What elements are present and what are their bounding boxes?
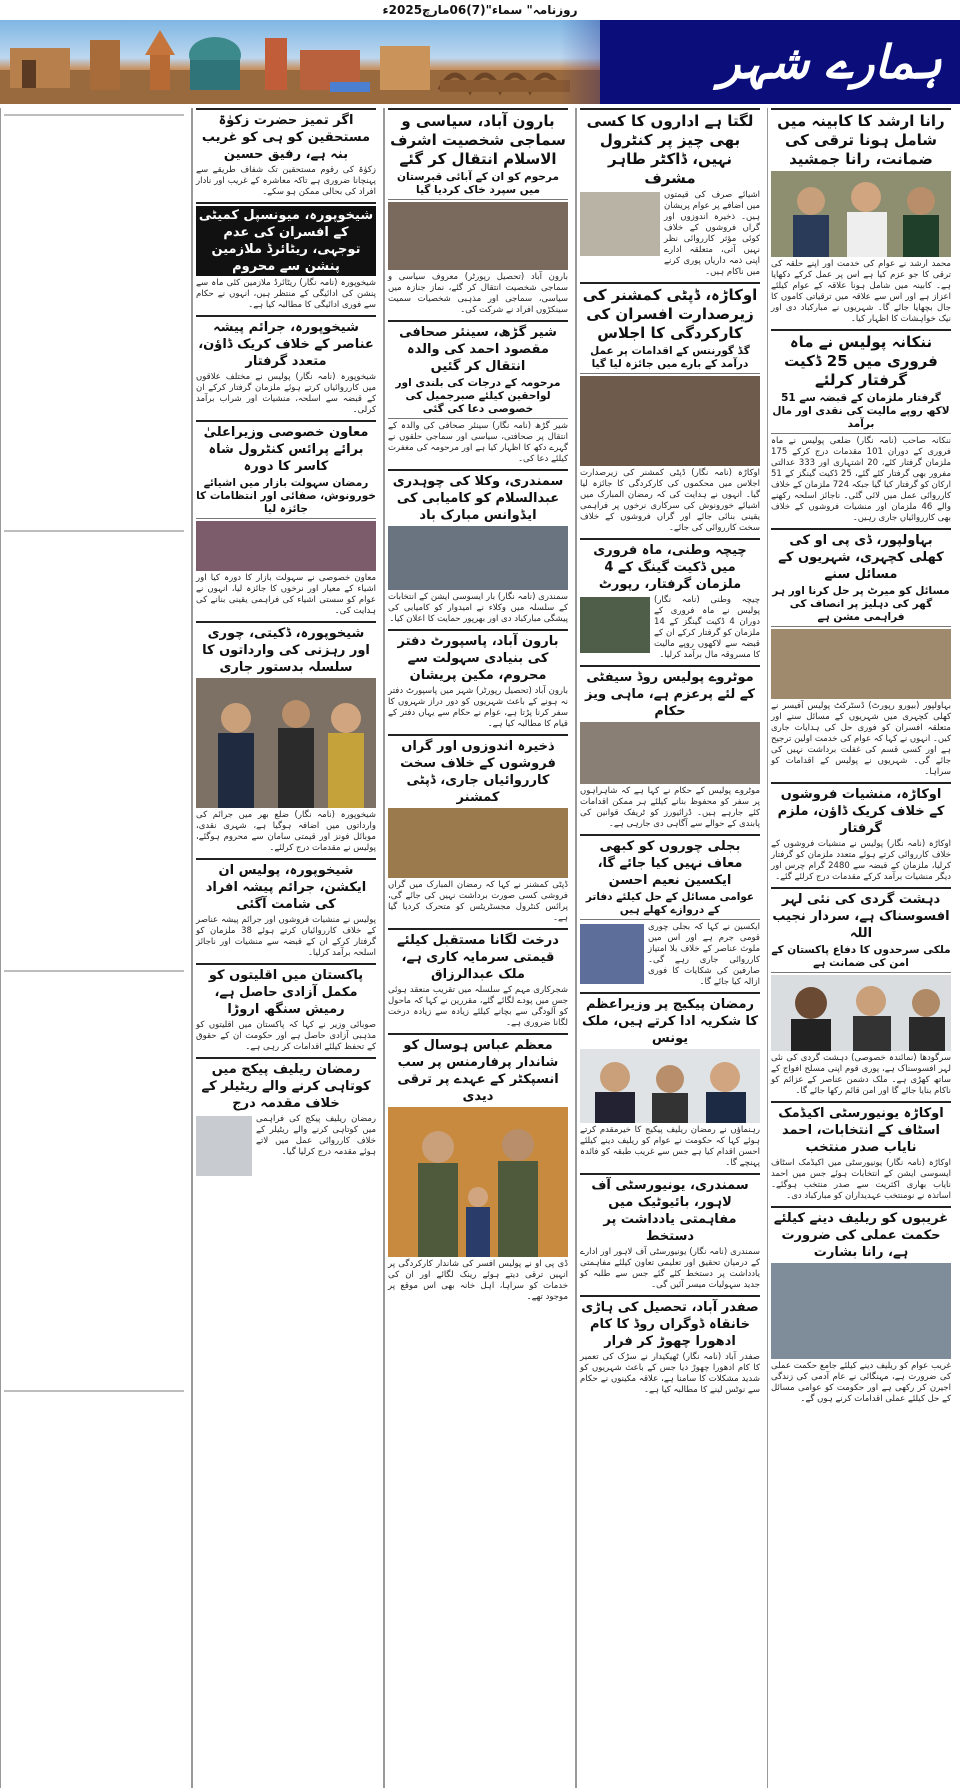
story-body: رمضان ریلیف پیکج کی فراہمی میں کوتاہی کرنے والے ریٹیلر کے خلاف کارروائی عمل میں لاتے ہوئے مقدمہ درج کرلیا گیا۔	[256, 1114, 376, 1157]
story-headline: بارون آباد، پاسپورٹ دفتر کی بنیادی سہولت سے محروم، مکین پریشان	[397, 634, 559, 683]
story-body: سرگودھا (نمائندہ خصوصی) دہشت گردی کی نئی لہر افسوسناک ہے، پوری قوم اپنی مسلح افواج کے ساتھ کھڑی ہے۔ ملک دشمن عناصر کے عزائم کو ناکام بنایا جائے گا اور امن قائم رکھا جائے گا۔	[771, 1053, 951, 1096]
story	[196, 420, 376, 617]
story-headline: شیخوپورہ، پولیس ان ایکشن، جرائم پیشہ افراد کی شامت آگئی	[205, 863, 367, 912]
story	[196, 858, 376, 959]
dateline: روزنامہ" سماء"(7)06مارچ2025ء	[382, 3, 578, 17]
story	[771, 528, 951, 778]
story-body: بہاولپور (بیورو رپورٹ) ڈسٹرکٹ پولیس آفیسر نے کھلی کچہری میں شہریوں کے مسائل سنے اور متعلقہ افسران کو فوری حل کی ہدایات جاری کیں۔ انہوں نے کہا کہ عوام کی خدمت اولین ترجیح ہے اور کسی قسم کی غفلت برداشت نہیں کی جائے گی۔ شہریوں نے پولیس کے اقدامات کو سراہا۔	[771, 701, 951, 777]
column-rule	[191, 108, 192, 1788]
story-body: ایکسین نے کہا کہ بجلی چوری قومی جرم ہے اور اس میں ملوث عناصر کے خلاف بلا امتیاز کارروائی جاری رہے گی۔ صارفین کی شکایات کا فوری ازالہ کیا جائے گا۔	[648, 922, 760, 987]
story-body: شیخوپورہ (نامہ نگار) ریٹائرڈ ملازمین کئی ماہ سے پنشن کی ادائیگی کے منتظر ہیں، انہوں نے حکام سے فوری ادائیگی کا مطالبہ کیا ہے۔	[196, 278, 376, 310]
story-headline: معظم عباس ہوسال کو شاندار پرفارمنس پر سب انسپکٹر کے عہدے پر ترقی دیدی	[397, 1038, 559, 1104]
story-headline: ذخیرہ اندوزوں اور گراں فروشوں کے خلاف سخت کارروائیاں جاری، ڈپٹی کمشنر	[400, 739, 556, 805]
story-subhead: ملکی سرحدوں کا دفاع پاکستان کے امن کی ضمانت ہے	[771, 944, 951, 973]
story-body: پولیس نے منشیات فروشوں اور جرائم پیشہ عناصر کے خلاف کارروائیاں کرتے ہوئے 38 ملزمان کو گرفتار کرکے ان کے قبضہ سے منشیات اور ناجائز اسلحہ برآمد کرلیا۔	[196, 915, 376, 958]
story-headline: درخت لگانا مستقبل کیلئے قیمتی سرمایہ کاری ہے، ملک عبدالرزاق	[397, 933, 559, 982]
story	[771, 329, 951, 524]
story	[580, 108, 760, 278]
story	[388, 629, 568, 730]
column-1	[768, 108, 954, 1788]
story-subhead: عوامی مسائل کے حل کیلئے دفاتر کے دروازے کھلے ہیں	[580, 891, 760, 920]
story	[196, 202, 376, 311]
story-headline: اوکاڑہ، ڈپٹی کمشنر کی زیرصدارت افسران کی کارکردگی کا اجلاس	[582, 286, 758, 342]
column-rule	[575, 108, 576, 1788]
story-body: زکوٰۃ کی رقوم مستحقین تک شفاف طریقے سے پہنچانا ضروری ہے تاکہ معاشرہ کے غریب اور نادار افراد کی بحالی ممکن ہو سکے۔	[196, 165, 376, 197]
story-body: شیخوپورہ (نامہ نگار) ضلع بھر میں جرائم کی وارداتوں میں اضافہ ہوگیا ہے، شہری نقدی، موبائل فونز اور قیمتی سامان سے محروم ہوگئے، پولیس نے مقدمات درج کرلئے۔	[196, 810, 376, 853]
story-headline: صفدر آباد، تحصیل کی ہاڑی خانقاہ ڈوگراں روڈ کا کام ادھورا چھوڑ کر فرار	[581, 1300, 759, 1349]
story-body: ڈپٹی کمشنر نے کہا کہ رمضان المبارک میں گراں فروشی کسی صورت برداشت نہیں کی جائے گی، پرائس کنٹرول مجسٹریٹس کو متحرک کردیا گیا ہے۔	[388, 880, 568, 923]
column-rule	[383, 108, 384, 1788]
story-body: محمد ارشد نے عوام کی خدمت اور اپنے حلقہ کی ترقی کا جو عزم کیا ہے اس پر عمل کرکے دکھایا ہے۔ کابینہ میں شامل ہونا علاقہ کے عوام کیلئے اعزاز ہے اور اس سے علاقہ میں ترقیاتی کاموں کا جال بچھایا جائے گا۔ شہریوں نے مبارکباد دی اور نیک خواہشات کا اظہار کیا۔	[771, 259, 951, 324]
story-photo	[771, 171, 951, 257]
story-body: اشیائے صرف کی قیمتوں میں اضافے پر عوام پریشان ہیں۔ ذخیرہ اندوزوں اور گراں فروشوں کے خلاف کوئی مؤثر کارروائی نظر نہیں آتی، متعلقہ ادارے اپنی ذمہ داریاں پوری کرنے میں ناکام ہیں۔	[664, 190, 760, 277]
story-body: ننکانہ صاحب (نامہ نگار) ضلعی پولیس نے ماہ فروری کے دوران 101 مقدمات درج کرکے 175 ملزمان گرفتار کئے، 20 اشتہاری اور 333 عدالتی مفرور بھی گرفتار کئے گئے، 25 ڈکیت گینگز کے 51 ارکان کو گرفتار کیا گیا جبکہ 724 ملزمان کے خلاف کارروائی عمل میں لائی گئی۔ ناجائز اسلحہ رکھنے والے 46 ملزمان اور منشیات فروشوں کے خلاف بھی کارروائیاں جاری رہیں۔	[771, 436, 952, 523]
story	[580, 992, 760, 1169]
story	[196, 108, 376, 198]
story-headline: پاکستان میں اقلیتوں کو مکمل آزادی حاصل ہے، رمیش سنگھ اروڑا	[208, 968, 364, 1017]
column-rule	[767, 108, 768, 1788]
story	[771, 108, 951, 325]
story-body: اوکاڑہ (نامہ نگار) پولیس نے منشیات فروشوں کے خلاف کارروائی کرتے ہوئے متعدد ملزمان کو گرفتار کرلیا، ملزمان کے قبضہ سے 2480 گرام چرس اور دیگر منشیات برآمد کرکے مقدمات درج کرلئے گئے۔	[771, 839, 951, 882]
story-subhead: گڈ گورننس کے اقدامات پر عمل درآمد کے بارے میں جائزہ لیا گیا	[580, 345, 760, 374]
story	[388, 108, 568, 316]
story-headline: بہاولپور، ڈی پی او کی کھلی کچہری، شہریوں کے مسائل سنے	[778, 533, 944, 582]
story-body: معاون خصوصی نے سہولت بازار کا دورہ کیا اور اشیاء کے معیار اور نرخوں کا جائزہ لیا، انہوں نے عوام کو سستی اشیاء کی فراہمی یقینی بنانے کی ہدایت کی۔	[196, 573, 376, 616]
story-headline: رمضان ریلیف پیکج میں کوتاہی کرنے والے ریٹیلر کے خلاف مقدمہ درج	[201, 1062, 371, 1111]
story-subhead: رمضان سہولت بازار میں اشیائے خورونوش، صفائی اور انتظامات کا جائزہ لیا	[196, 477, 376, 519]
story-headline: غریبوں کو ریلیف دینے کیلئے حکمت عملی کی ضرورت ہے، رانا بشارت	[773, 1211, 949, 1260]
story-photo	[388, 526, 568, 590]
story-body: غریب عوام کو ریلیف دینے کیلئے جامع حکمت عملی کی ضرورت ہے، مہنگائی نے عام آدمی کی زندگی اجیرن کر رکھی ہے اور حکومت کو عوامی مسائل کے حل کیلئے عملی اقدامات کرنے ہوں گے۔	[771, 1361, 951, 1404]
story	[388, 320, 568, 465]
story	[580, 834, 760, 988]
story-headline: رمضان پیکیج پر وزیراعظم کا شکریہ ادا کرتے ہیں، ملک یونس	[582, 997, 758, 1046]
story-photo	[388, 202, 568, 270]
story	[388, 469, 568, 625]
story-subhead: مرحومہ کے درجات کی بلندی اور لواحقین کیلئے صبرجمیل کی خصوصی دعا کی گئی	[388, 377, 568, 419]
story-body: اوکاڑہ (نامہ نگار) یونیورسٹی میں اکیڈمک اسٹاف ایسوسی ایشن کے انتخابات ہوئے جس میں احمد نایاب بھاری اکثریت سے صدر منتخب ہوگئے۔ اساتذہ نے نومنتخب عہدیداران کو مبارکباد دی۔	[771, 1158, 951, 1201]
story-headline: ننکانہ پولیس نے ماہ فروری میں 25 ڈکیت گرفتار کرلئے	[784, 333, 938, 389]
story-body: ڈی پی او نے پولیس افسر کی شاندار کارکردگی پر انہیں ترقی دیتے ہوئے رینک لگائے اور ان کی خدمات کو سراہا، اہل خانہ بھی اس موقع پر موجود تھے۔	[388, 1259, 568, 1302]
section-title: ہمارے شہر	[718, 35, 942, 89]
story-photo	[580, 376, 760, 466]
story	[771, 887, 951, 1097]
story-subhead: گرفتار ملزمان کے قبضہ سے 51 لاکھ روپے مالیت کی نقدی اور مال برآمد	[771, 392, 951, 434]
story-subhead: مرحوم کو ان کے آبائی قبرستان میں سپرد خاک کردیا گیا	[388, 171, 568, 200]
story-headline: شیخوپورہ، ڈکیتی، چوری اور رہزنی کی وارداتوں کا سلسلہ بدستور جاری	[202, 626, 370, 675]
story-headline: رانا ارشد کا کابینہ میں شامل ہونا ترقی کی ضمانت، رانا جمشید	[777, 112, 945, 168]
story-photo	[580, 192, 660, 256]
banner-gradient	[560, 20, 700, 104]
story	[196, 1057, 376, 1158]
story-headline: شیخوپورہ، جرائم پیشہ عناصر کے خلاف کریک ڈاؤن، متعدد گرفتار	[198, 320, 374, 369]
story	[771, 1101, 951, 1202]
story-body: شیر گڑھ (نامہ نگار) سینئر صحافی کی والدہ کے انتقال پر صحافتی، سیاسی اور سماجی حلقوں نے گہرے دکھ کا اظہار کیا ہے اور مرحومہ کی مغفرت کیلئے دعا کی۔	[388, 421, 568, 464]
story	[771, 782, 951, 883]
story-body: چیچہ وطنی (نامہ نگار) پولیس نے ماہ فروری کے دوران 4 ڈکیت گینگز کے 14 ملزمان کو گرفتار کرکے ان کے قبضہ سے لاکھوں روپے مالیت کا مسروقہ مال برآمد کرلیا۔	[654, 595, 760, 660]
story-photo	[771, 1263, 951, 1359]
masthead-banner	[0, 20, 960, 104]
story-headline: اگر تمیز حضرت زکوٰۃ مستحقین کو ہی کو غریب بنہ ہے، رفیق حسین	[201, 113, 371, 162]
story-body: بارون آباد (تحصیل رپورٹر) معروف سیاسی و سماجی شخصیت انتقال کر گئے، نماز جنازہ میں سیاسی، سماجی اور مذہبی شخصیات سمیت سینکڑوں افراد نے شرکت کی۔	[388, 272, 568, 315]
story-photo	[771, 975, 951, 1051]
story-body: سمندری (نامہ نگار) بار ایسوسی ایشن کے انتخابات کے سلسلہ میں وکلاء نے امیدوار کو کامیابی کی پیشگی مبارکباد دی اور بھرپور حمایت کا اعلان کیا۔	[388, 592, 568, 624]
column-4	[192, 108, 379, 1788]
story-photo	[196, 1116, 252, 1176]
story-photo	[388, 808, 568, 878]
story-body: شیخوپورہ (نامہ نگار) پولیس نے مختلف علاقوں میں کارروائیاں کرتے ہوئے ملزمان گرفتار کرکے ان کے قبضہ سے اسلحہ، منشیات اور شراب برآمد کرلی۔	[196, 372, 376, 415]
story-body: سمندری (نامہ نگار) یونیورسٹی آف لاہور اور ادارے کے درمیان تحقیق اور تعلیمی تعاون کیلئے مفاہمتی یادداشت پر دستخط کئے گئے جس سے طلبہ کو جدید سہولیات میسر آئیں گی۔	[580, 1247, 760, 1290]
story-photo	[388, 1107, 568, 1257]
story	[196, 963, 376, 1053]
story	[196, 315, 376, 416]
story-headline: موٹروے پولیس روڈ سیفٹی کے لئے پرعزم ہے، ماہی ویز حکام	[585, 670, 755, 719]
story-headline: شیخوپورہ، میونسپل کمیٹی کے افسران کی عدم توجہی، ریٹائرڈ ملازمین پنشن سے محروم	[196, 206, 376, 276]
story-headline: سمندری، یونیورسٹی آف لاہور، بائیوٹیک میں مفاہمتی یادداشت پر دستخط	[591, 1178, 749, 1244]
story-photo	[580, 597, 650, 653]
story-photo	[580, 722, 760, 784]
story	[580, 665, 760, 830]
story-photo	[196, 521, 376, 571]
story-body: شجرکاری مہم کے سلسلہ میں تقریب منعقد ہوئی جس میں پودے لگائے گئے، مقررین نے کہا کہ ماحول کو آلودگی سے بچانے کیلئے زیادہ سے زیادہ درخت لگانا ضروری ہے۔	[388, 985, 568, 1028]
column-2	[576, 108, 763, 1788]
story-headline: بجلی چوروں کو کبھی معاف نہیں کیا جائے گا، ایکسین نعیم احسن	[597, 839, 743, 888]
story-body: موٹروے پولیس کے حکام نے کہا ہے کہ شاہراہوں پر سفر کو محفوظ بنانے کیلئے ہر ممکن اقدامات کئے جارہے ہیں۔ ڈرائیورز کو ٹریفک قوانین کی پابندی کے حوالے سے آگاہی دی جارہی ہے۔	[580, 786, 760, 829]
story-headline: اوکاڑہ یونیورسٹی اکیڈمک اسٹاف کے انتخابات، احمد نایاب صدر منتخب	[778, 1106, 944, 1155]
story	[580, 1173, 760, 1291]
story	[580, 538, 760, 661]
story-headline: سمندری، وکلا کی چوہدری عبدالسلام کو کامیابی کی ایڈوانس مبارک باد	[392, 474, 564, 523]
story	[388, 928, 568, 1029]
story-body: بارون آباد (تحصیل رپورٹر) شہر میں پاسپورٹ دفتر نہ ہونے کے باعث شہریوں کو دور دراز شہروں کا سفر کرنا پڑتا ہے، عوام نے حکام سے یہاں دفتر کے قیام کا مطالبہ کیا ہے۔	[388, 686, 568, 729]
story	[388, 1033, 568, 1303]
story-subhead: مسائل کو میرٹ پر حل کرنا اور ہر گھر کی دہلیز پر انصاف کی فراہمی مشن ہے	[771, 585, 951, 627]
story-photo	[4, 110, 184, 1780]
story	[771, 1206, 951, 1405]
story-headline: چیچہ وطنی، ماہ فروری میں ڈکیت گینگ کے 4 ملزمان گرفتار، رپورٹ	[593, 543, 747, 592]
story-body: صفدر آباد (نامہ نگار) ٹھیکیدار نے سڑک کی تعمیر کا کام ادھورا چھوڑ دیا جس کے باعث شہریوں کو شدید مشکلات کا سامنا ہے، علاقہ مکینوں نے حکام سے نوٹس لینے کا مطالبہ کیا ہے۔	[580, 1352, 760, 1395]
column-3	[384, 108, 571, 1788]
story	[196, 621, 376, 854]
story-headline: بارون آباد، سیاسی و سماجی شخصیت اشرف الاسلام انتقال کر گئے	[390, 112, 566, 168]
story	[388, 734, 568, 924]
story	[580, 1295, 760, 1396]
story-body: صوبائی وزیر نے کہا کہ پاکستان میں اقلیتوں کو مذہبی آزادی حاصل ہے اور حکومت ان کے حقوق کے تحفظ کیلئے اقدامات کر رہی ہے۔	[196, 1020, 376, 1052]
story-photo	[580, 1049, 760, 1123]
story-headline: دہشت گردی کی نئی لہر افسوسناک ہے، سردار نجیب اللہ	[772, 892, 950, 941]
story-headline: معاون خصوصی وزیراعلیٰ برائے پرائس کنٹرول شاہ کاسر کا دورہ	[203, 425, 369, 474]
story-headline: اوکاڑہ، منشیات فروشوں کے خلاف کریک ڈاؤن، ملزم گرفتار	[777, 787, 945, 836]
story-photo	[196, 678, 376, 808]
story-body: رہنماؤں نے رمضان ریلیف پیکیج کا خیرمقدم کرتے ہوئے کہا کہ حکومت نے عوام کو ریلیف دینے کیلئے احسن اقدام کیا ہے جس سے غریب طبقہ کو فائدہ پہنچے گا۔	[580, 1125, 760, 1168]
story-headline: شیر گڑھ، سینئر صحافی مقصود احمد کی والدہ انتقال کر گئیں	[399, 325, 557, 374]
column-5	[0, 108, 187, 1788]
city-landmarks-photo	[0, 20, 600, 104]
story-headline: لگتا ہے اداروں کا کسی بھی چیز پر کنٹرول نہیں، ڈاکٹر طاہر مشرف	[586, 112, 754, 187]
story-photo	[580, 924, 644, 984]
story	[580, 282, 760, 534]
story-body: اوکاڑہ (نامہ نگار) ڈپٹی کمشنر کی زیرصدارت اجلاس میں محکموں کی کارکردگی کا جائزہ لیا گیا۔ انہوں نے ہدایت کی کہ رمضان المبارک میں اشیائے خورونوش کی سرکاری نرخوں پر فراہمی یقینی بنائی جائے اور گراں فروشوں کے خلاف سخت کارروائی کی جائے۔	[580, 468, 760, 533]
story-photo	[771, 629, 951, 699]
